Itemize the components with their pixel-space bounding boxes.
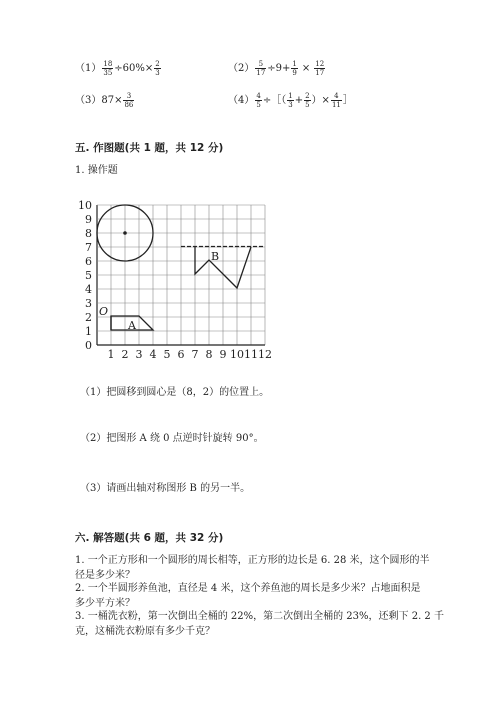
question-line: 径是多少米？ — [75, 570, 135, 581]
y-tick-label: 10 — [78, 199, 92, 212]
y-tick-label: 2 — [85, 311, 92, 324]
operator: ÷［（ — [262, 95, 287, 106]
y-tick-label: 3 — [85, 297, 92, 310]
fraction: $\frac{2}{5}$ — [305, 92, 310, 109]
x-tick-label: 6 — [177, 348, 185, 361]
grid-lines — [97, 205, 265, 345]
y-tick-label: 9 — [85, 213, 92, 226]
operator: + — [294, 95, 304, 106]
fraction: $\frac{3}{86}$ — [124, 92, 134, 109]
operator: ÷60%× — [114, 63, 154, 74]
fraction: $\frac{5}{17}$ — [256, 60, 266, 77]
operator: ］ — [342, 95, 353, 106]
fraction: $\frac{12}{17}$ — [315, 60, 325, 77]
y-tick-label: 5 — [85, 269, 92, 282]
x-tick-label: 10 — [230, 348, 244, 361]
problem-label: （3）87× — [75, 95, 123, 106]
sub-question-2: （2）把图形 A 绕 0 点逆时针旋转 90°。 — [80, 433, 264, 444]
y-tick-label: 0 — [85, 339, 92, 352]
sub-question-1: （1）把圆移到圆心是（8，2）的位置上。 — [80, 387, 270, 398]
label-o: O — [99, 305, 109, 318]
problem-label: （4） — [228, 95, 255, 106]
y-tick-label: 1 — [85, 325, 92, 338]
sub-question-3: （3）请画出轴对称图形 B 的另一半。 — [80, 483, 251, 494]
fraction: $\frac{4}{11}$ — [331, 92, 341, 109]
calc-problem-2 — [228, 60, 326, 77]
question-line: 多少平方米？ — [75, 598, 135, 609]
coordinate-grid — [76, 196, 276, 361]
x-tick-label: 5 — [163, 348, 171, 361]
y-tick-label: 4 — [85, 283, 92, 296]
problem-label: （1） — [75, 63, 102, 74]
x-tick-label: 12 — [258, 348, 272, 361]
section-title: 六. 解答题(共 6 题，共 32 分) — [75, 532, 224, 544]
section-title: 五. 作图题(共 1 题，共 12 分) — [75, 142, 224, 154]
answer-question-1 — [75, 553, 430, 583]
question-line: 1. 一个正方形和一个圆形的周长相等，正方形的边长是 6. 28 米，这个圆形的半 — [75, 555, 430, 566]
fraction: $\frac{2}{3}$ — [155, 60, 160, 77]
operator: ÷9+ — [267, 63, 291, 74]
label-a: A — [128, 319, 136, 332]
question-line: 克，这桶洗衣粉原有多少千克？ — [75, 626, 215, 637]
y-tick-label: 7 — [85, 241, 92, 254]
x-tick-label: 1 — [107, 348, 115, 361]
operator: × — [301, 63, 311, 74]
operator: ）× — [311, 95, 330, 106]
fraction: $\frac{1}{3}$ — [288, 92, 293, 109]
x-axis-labels — [108, 348, 273, 361]
x-tick-label: 3 — [135, 348, 143, 361]
calc-problem-4 — [228, 92, 353, 109]
calc-problem-1 — [75, 60, 162, 77]
question-title: 1. 操作题 — [75, 165, 118, 176]
y-tick-label: 8 — [85, 227, 92, 240]
y-tick-label: 6 — [85, 255, 92, 268]
x-tick-label: 9 — [219, 348, 227, 361]
y-axis-labels — [78, 199, 92, 352]
problem-label: （2） — [228, 63, 255, 74]
circle-center-dot — [123, 231, 127, 235]
x-tick-label: 8 — [205, 348, 213, 361]
fraction: $\frac{18}{35}$ — [103, 60, 113, 77]
x-tick-label: 7 — [191, 348, 199, 361]
answer-question-3 — [75, 609, 444, 639]
fraction: $\frac{4}{5}$ — [256, 92, 261, 109]
x-tick-label: 11 — [244, 348, 258, 361]
x-tick-label: 4 — [149, 348, 157, 361]
question-line: 3. 一桶洗衣粉，第一次倒出全桶的 22%，第二次倒出全桶的 23%，还剩下 2. 2 千 — [75, 611, 444, 622]
fraction: $\frac{1}{9}$ — [292, 60, 297, 77]
x-tick-label: 2 — [121, 348, 129, 361]
answer-question-2 — [75, 581, 420, 611]
label-b: B — [211, 250, 220, 263]
calc-problem-3 — [75, 92, 135, 109]
question-line: 2. 一个半圆形养鱼池，直径是 4 米，这个养鱼池的周长是多少米？占地面积是 — [75, 583, 421, 594]
